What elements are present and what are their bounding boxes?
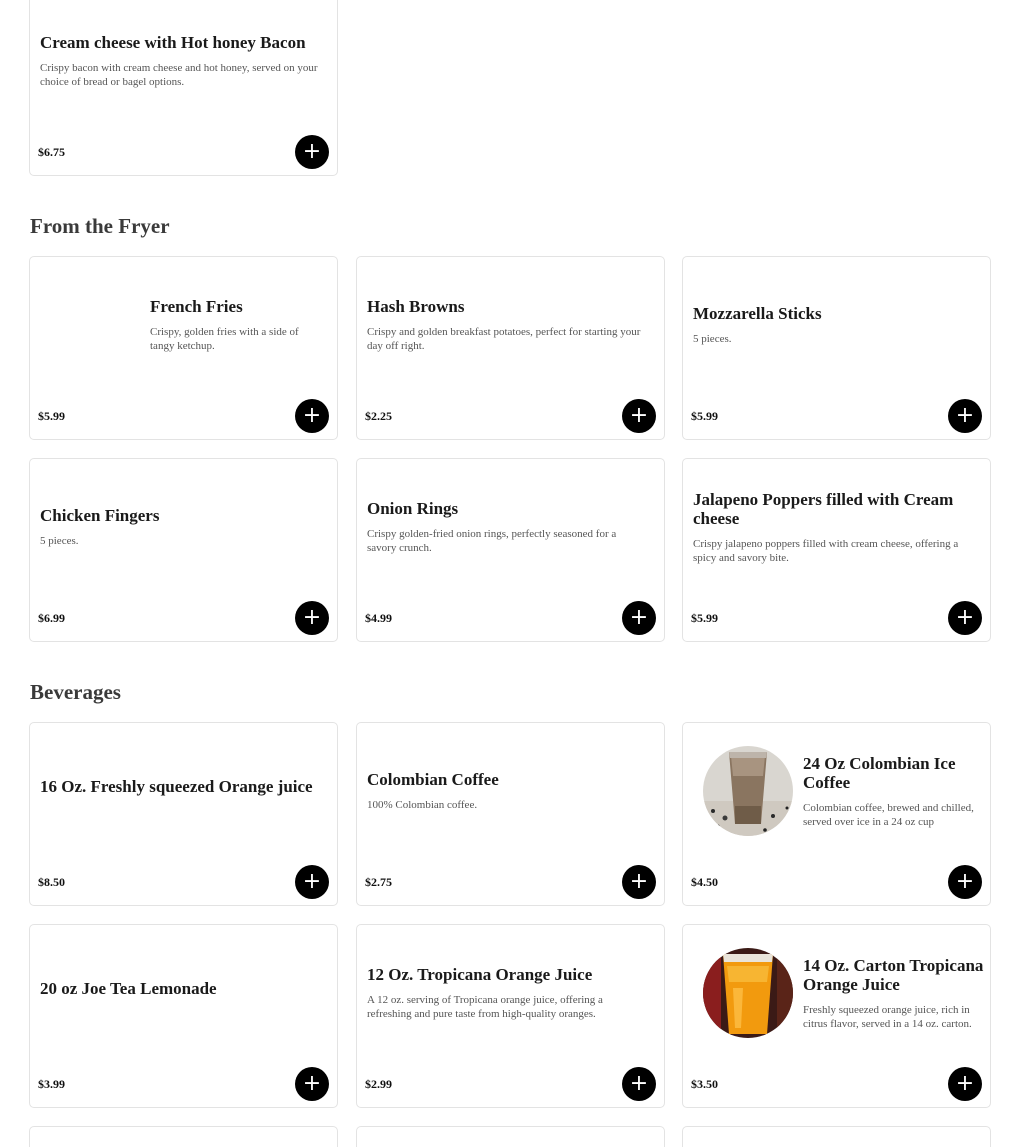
menu-item-card[interactable]: [356, 722, 665, 906]
menu-item-title: 12 Oz. Tropicana Orange Juice: [367, 965, 593, 984]
menu-item-price: $4.99: [365, 611, 392, 625]
menu-item-card[interactable]: [682, 722, 991, 906]
add-to-cart-button[interactable]: +: [295, 1067, 329, 1101]
menu-item-card[interactable]: [29, 256, 338, 440]
menu-item-title: Chicken Fingers: [40, 506, 160, 525]
menu-item-title: Hash Browns: [367, 297, 465, 316]
add-to-cart-button[interactable]: +: [622, 399, 656, 433]
menu-item-description: 5 pieces.: [693, 333, 732, 345]
add-to-cart-button[interactable]: +: [622, 865, 656, 899]
orange-juice-photo: [703, 948, 793, 1038]
add-to-cart-button[interactable]: +: [295, 135, 329, 169]
menu-item-description: Colombian coffee, brewed and chilled, served over ice in a 24 oz cup: [803, 802, 974, 828]
menu-item-description: Crispy bacon with cream cheese and hot honey, served on your choice of bread or bagel options.: [40, 62, 318, 88]
add-to-cart-button[interactable]: +: [295, 399, 329, 433]
menu-item-title: Cream cheese with Hot honey Bacon: [40, 33, 306, 52]
menu-item-price: $6.75: [38, 145, 65, 159]
menu-item-description: 100% Colombian coffee.: [367, 799, 478, 811]
add-to-cart-button[interactable]: +: [948, 865, 982, 899]
menu-item-price: $5.99: [38, 409, 65, 423]
menu-item-card[interactable]: [682, 458, 991, 642]
menu-item-card[interactable]: [682, 924, 991, 1108]
menu-item-title: Colombian Coffee: [367, 770, 499, 789]
menu-item-price: $5.99: [691, 611, 718, 625]
orange-juice-image: [703, 948, 793, 1038]
menu-item-price: $5.99: [691, 409, 718, 423]
menu-item-title: 14 Oz. Carton Tropicana Orange Juice: [803, 956, 984, 994]
add-to-cart-button[interactable]: +: [295, 601, 329, 635]
iced-coffee-photo: [703, 746, 793, 836]
iced-coffee-image: [703, 746, 793, 836]
add-to-cart-button[interactable]: +: [622, 1067, 656, 1101]
add-to-cart-button[interactable]: +: [948, 601, 982, 635]
menu-item-card[interactable]: [29, 0, 338, 176]
add-to-cart-button[interactable]: +: [948, 399, 982, 433]
menu-item-price: $3.50: [691, 1077, 718, 1091]
menu-item-price: $2.25: [365, 409, 392, 423]
add-to-cart-button[interactable]: +: [622, 601, 656, 635]
menu-item-description: Crispy and golden breakfast potatoes, perfect for starting your day off right.: [367, 326, 641, 352]
menu-item-price: $4.50: [691, 875, 718, 889]
menu-item-description: 5 pieces.: [40, 535, 79, 547]
menu-item-description: Crispy jalapeno poppers filled with cream cheese, offering a spicy and savory bite.: [693, 538, 959, 564]
menu-item-card[interactable]: [356, 1126, 665, 1147]
menu-item-card[interactable]: [682, 1126, 991, 1147]
menu-item-price: $8.50: [38, 875, 65, 889]
menu-item-card[interactable]: [29, 924, 338, 1108]
menu-item-card[interactable]: [356, 458, 665, 642]
add-to-cart-button[interactable]: +: [295, 865, 329, 899]
menu-item-card[interactable]: [356, 924, 665, 1108]
menu-item-price: $6.99: [38, 611, 65, 625]
menu-item-description: A 12 oz. serving of Tropicana orange juice, offering a refreshing and pure taste from high-quality oranges.: [367, 994, 603, 1020]
menu-item-title: 20 oz Joe Tea Lemonade: [40, 979, 217, 998]
section-heading: Beverages: [30, 680, 121, 704]
menu-item-description: Crispy, golden fries with a side of tangy ketchup.: [150, 326, 299, 352]
menu-item-title: Onion Rings: [367, 499, 459, 518]
menu-item-price: $2.75: [365, 875, 392, 889]
menu-item-description: Freshly squeezed orange juice, rich in citrus flavor, served in a 14 oz. carton.: [803, 1004, 972, 1030]
menu-item-price: $2.99: [365, 1077, 392, 1091]
menu-item-description: Crispy golden-fried onion rings, perfectly seasoned for a savory crunch.: [367, 528, 617, 554]
menu-item-title: French Fries: [150, 297, 243, 316]
menu-item-title: 16 Oz. Freshly squeezed Orange juice: [40, 777, 313, 796]
menu-item-price: $3.99: [38, 1077, 65, 1091]
menu-item-card[interactable]: [356, 256, 665, 440]
menu-item-title: Mozzarella Sticks: [693, 304, 822, 323]
menu-item-card[interactable]: [29, 458, 338, 642]
menu-item-title: Jalapeno Poppers filled with Cream cheese: [693, 490, 954, 528]
section-heading: From the Fryer: [30, 214, 170, 238]
menu-item-title: 24 Oz Colombian Ice Coffee: [803, 754, 956, 792]
menu-item-card[interactable]: [29, 722, 338, 906]
add-to-cart-button[interactable]: +: [948, 1067, 982, 1101]
menu-item-card[interactable]: [29, 1126, 338, 1147]
menu-item-card[interactable]: [682, 256, 991, 440]
